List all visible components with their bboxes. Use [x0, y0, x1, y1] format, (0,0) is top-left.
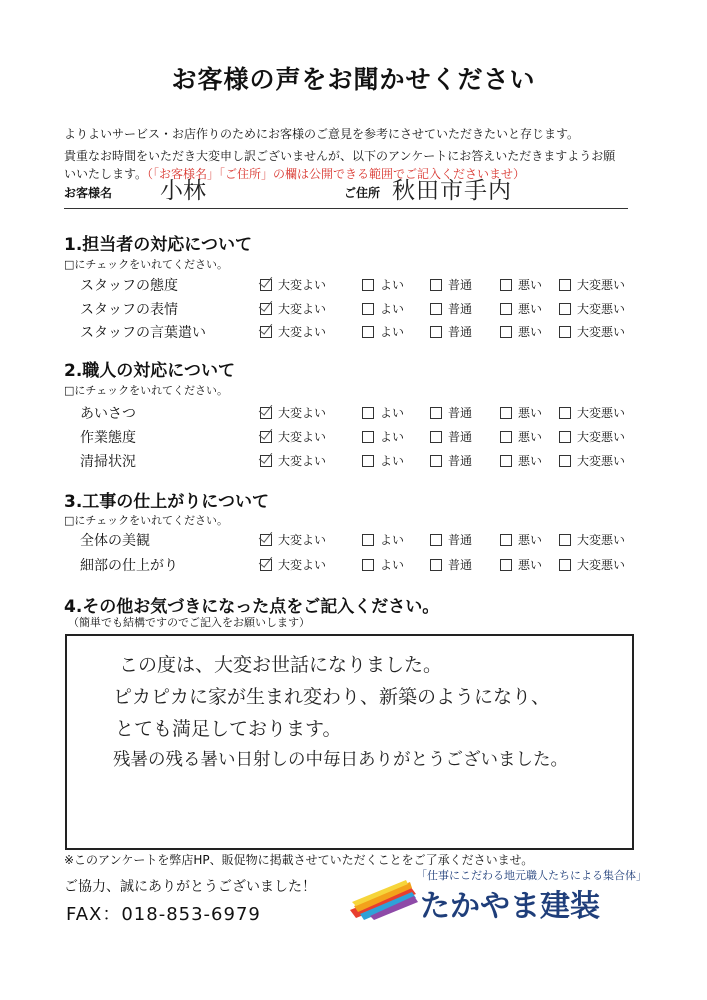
rating-checkbox[interactable]	[430, 279, 442, 291]
rating-option-label: 大変よい	[278, 325, 327, 339]
rating-option[interactable]	[430, 404, 472, 421]
rating-option-label: 普通	[448, 302, 473, 316]
rating-option-label: 悪い	[518, 406, 543, 420]
rating-option[interactable]	[362, 404, 404, 421]
intro-line-3-notice: （「お客様名」「ご住所」の欄は公開できる範囲でご記入くださいませ）	[147, 167, 526, 181]
rating-option-label: 普通	[448, 454, 473, 468]
logo-company-name: たかやま建装	[420, 889, 600, 924]
rating-option[interactable]	[430, 531, 472, 548]
rating-option[interactable]	[430, 323, 472, 340]
rating-option[interactable]	[559, 452, 625, 469]
intro-line-3	[64, 165, 615, 183]
rating-option-label: 大変悪い	[577, 325, 626, 339]
rating-checkbox[interactable]	[500, 455, 512, 467]
rating-option-label: よい	[380, 325, 405, 339]
rating-option[interactable]	[260, 323, 326, 340]
rating-option-label: 普通	[448, 278, 473, 292]
rating-option[interactable]	[362, 531, 404, 548]
rating-option-label: 大変悪い	[577, 454, 626, 468]
comment-line: ピカピカに家が生まれ変わり、新築のようになり、	[113, 686, 551, 708]
rating-option[interactable]	[500, 300, 542, 317]
rating-option[interactable]	[559, 404, 625, 421]
rating-row-label: あいさつ	[80, 406, 136, 422]
section-note: □にチェックをいれてください。	[64, 384, 229, 397]
rating-option[interactable]	[500, 428, 542, 445]
rating-checkbox[interactable]	[500, 326, 512, 338]
rating-checkbox[interactable]	[260, 431, 272, 443]
comment-line: とても満足しております。	[115, 718, 342, 740]
rating-row	[80, 299, 640, 319]
rating-checkbox[interactable]	[362, 303, 374, 315]
rating-option-label: 大変悪い	[577, 533, 626, 547]
fax-number: FAX：018-853-6979	[66, 904, 261, 925]
rating-row-label: 作業態度	[80, 430, 136, 446]
rating-checkbox[interactable]	[559, 279, 571, 291]
rating-option-label: 大変よい	[278, 533, 327, 547]
rating-option[interactable]	[500, 556, 542, 573]
rating-option[interactable]	[260, 300, 326, 317]
comment-line: 残暑の残る暑い日射しの中毎日ありがとうございました。	[113, 750, 568, 770]
rating-option-label: よい	[380, 278, 405, 292]
intro-line-3-text: いいたします。	[64, 167, 148, 181]
rating-option[interactable]	[500, 404, 542, 421]
rating-checkbox[interactable]	[559, 407, 571, 419]
rating-option-label: 大変よい	[278, 278, 327, 292]
rating-checkbox[interactable]	[559, 431, 571, 443]
rating-checkbox[interactable]	[500, 534, 512, 546]
logo-tagline: 「仕事にこだわる地元職人たちによる集合体」	[416, 869, 647, 882]
rating-option[interactable]	[260, 556, 326, 573]
rating-option[interactable]	[362, 300, 404, 317]
rating-option-label: よい	[380, 302, 405, 316]
rating-checkbox[interactable]	[260, 534, 272, 546]
rating-checkbox[interactable]	[260, 279, 272, 291]
rating-checkbox[interactable]	[500, 407, 512, 419]
rating-option[interactable]	[559, 323, 625, 340]
section-heading: 1.担当者の対応について	[64, 235, 252, 255]
footer-note: ※このアンケートを弊店HP、販促物に掲載させていただくことをご了承くださいませ。	[64, 853, 534, 867]
rating-checkbox[interactable]	[559, 326, 571, 338]
rating-option[interactable]	[559, 531, 625, 548]
rating-checkbox[interactable]	[500, 559, 512, 571]
rating-checkbox[interactable]	[500, 279, 512, 291]
rating-option[interactable]	[362, 556, 404, 573]
rating-option[interactable]	[559, 300, 625, 317]
rating-option[interactable]	[559, 276, 625, 293]
rating-row	[80, 451, 640, 471]
rating-checkbox[interactable]	[430, 534, 442, 546]
section-heading: 2.職人の対応について	[64, 361, 235, 381]
rating-option[interactable]	[430, 276, 472, 293]
rating-option-label: 普通	[448, 325, 473, 339]
rating-option-label: よい	[380, 406, 405, 420]
rating-option-label: 悪い	[518, 325, 543, 339]
rating-checkbox[interactable]	[362, 534, 374, 546]
rating-option[interactable]	[430, 556, 472, 573]
rating-row	[80, 530, 640, 550]
rating-option-label: 大変よい	[278, 406, 327, 420]
rating-option[interactable]	[260, 276, 326, 293]
rating-option-label: 大変悪い	[577, 406, 626, 420]
rating-checkbox[interactable]	[430, 559, 442, 571]
thanks-text: ご協力、誠にありがとうございました！	[64, 879, 316, 895]
rating-option-label: 大変悪い	[577, 558, 626, 572]
rating-option[interactable]	[260, 404, 326, 421]
logo-brush-icon	[350, 880, 420, 920]
rating-checkbox[interactable]	[559, 559, 571, 571]
rating-checkbox[interactable]	[559, 455, 571, 467]
rating-checkbox[interactable]	[362, 407, 374, 419]
rating-option[interactable]	[362, 428, 404, 445]
rating-row	[80, 555, 640, 575]
rating-row	[80, 322, 640, 342]
rating-row-label: 清掃状況	[80, 454, 136, 470]
customer-name-label: お客様名	[64, 186, 113, 200]
customer-name-value[interactable]: 小林	[160, 178, 206, 204]
rating-row-label: 全体の美観	[80, 533, 150, 549]
rating-option-label: 大変よい	[278, 302, 327, 316]
rating-option[interactable]	[260, 428, 326, 445]
rating-checkbox[interactable]	[260, 303, 272, 315]
page-title: お客様の声をお聞かせください	[171, 65, 536, 94]
rating-option-label: 悪い	[518, 454, 543, 468]
rating-option-label: よい	[380, 558, 405, 572]
intro-line-1: よりよいサービス・お店作りのためにお客様のご意見を参考にさせていただきたいと存じます。	[64, 127, 580, 141]
rating-checkbox[interactable]	[430, 431, 442, 443]
rating-option[interactable]	[362, 323, 404, 340]
rating-option-label: 大変よい	[278, 430, 327, 444]
rating-option-label: 悪い	[518, 430, 543, 444]
rating-option[interactable]	[260, 452, 326, 469]
rating-option-label: 大変よい	[278, 454, 327, 468]
rating-checkbox[interactable]	[500, 431, 512, 443]
section-note: □にチェックをいれてください。	[64, 258, 229, 271]
customer-address-label: ご住所	[344, 186, 381, 200]
rating-checkbox[interactable]	[559, 534, 571, 546]
rating-option[interactable]	[430, 428, 472, 445]
rating-option[interactable]	[559, 556, 625, 573]
comment-box[interactable]	[65, 634, 634, 850]
rating-option-label: 悪い	[518, 533, 543, 547]
rating-checkbox[interactable]	[260, 559, 272, 571]
rating-checkbox[interactable]	[260, 407, 272, 419]
rating-option[interactable]	[362, 276, 404, 293]
intro-text	[64, 125, 615, 183]
customer-underline	[64, 208, 628, 209]
rating-checkbox[interactable]	[362, 279, 374, 291]
rating-checkbox[interactable]	[430, 407, 442, 419]
rating-option-label: よい	[380, 430, 405, 444]
rating-option[interactable]	[260, 531, 326, 548]
rating-checkbox[interactable]	[430, 326, 442, 338]
rating-row-label: 細部の仕上がり	[80, 558, 178, 574]
rating-option-label: 大変よい	[278, 558, 327, 572]
rating-row-label: スタッフの態度	[80, 278, 178, 294]
rating-option-label: 悪い	[518, 278, 543, 292]
customer-address-value[interactable]: 秋田市手内	[392, 178, 512, 204]
rating-row-label: スタッフの言葉遣い	[80, 325, 206, 341]
rating-checkbox[interactable]	[260, 326, 272, 338]
section-heading: 3.工事の仕上がりについて	[64, 492, 269, 512]
rating-option[interactable]	[430, 300, 472, 317]
rating-option-label: 大変悪い	[577, 302, 626, 316]
rating-option-label: 悪い	[518, 558, 543, 572]
rating-option-label: 大変悪い	[577, 430, 626, 444]
rating-option[interactable]	[500, 452, 542, 469]
rating-checkbox[interactable]	[430, 455, 442, 467]
rating-option[interactable]	[500, 323, 542, 340]
rating-option-label: よい	[380, 533, 405, 547]
rating-option-label: 悪い	[518, 302, 543, 316]
rating-option[interactable]	[430, 452, 472, 469]
rating-row	[80, 275, 640, 295]
rating-option-label: 普通	[448, 558, 473, 572]
rating-option-label: 大変悪い	[577, 278, 626, 292]
rating-option-label: 普通	[448, 406, 473, 420]
section-comments-heading: 4.その他お気づきになった点をご記入ください。	[64, 597, 440, 617]
rating-option-label: 普通	[448, 430, 473, 444]
rating-checkbox[interactable]	[430, 303, 442, 315]
rating-row-label: スタッフの表情	[80, 302, 178, 318]
rating-checkbox[interactable]	[500, 303, 512, 315]
rating-checkbox[interactable]	[362, 326, 374, 338]
rating-checkbox[interactable]	[260, 455, 272, 467]
rating-row	[80, 403, 640, 423]
section-comments-note: （簡単でも結構ですのでご記入をお願いします）	[68, 616, 310, 629]
rating-checkbox[interactable]	[559, 303, 571, 315]
rating-option[interactable]	[500, 531, 542, 548]
comment-line: この度は、大変お世話になりました。	[119, 654, 443, 676]
intro-line-2: 貴重なお時間をいただき大変申し訳ございませんが、以下のアンケートにお答えいただきますようお願	[64, 149, 616, 163]
rating-checkbox[interactable]	[362, 455, 374, 467]
rating-option[interactable]	[500, 276, 542, 293]
rating-option-label: よい	[380, 454, 405, 468]
rating-row	[80, 427, 640, 447]
rating-option[interactable]	[362, 452, 404, 469]
section-note: □にチェックをいれてください。	[64, 514, 229, 527]
rating-checkbox[interactable]	[362, 431, 374, 443]
rating-checkbox[interactable]	[362, 559, 374, 571]
rating-option[interactable]	[559, 428, 625, 445]
rating-option-label: 普通	[448, 533, 473, 547]
